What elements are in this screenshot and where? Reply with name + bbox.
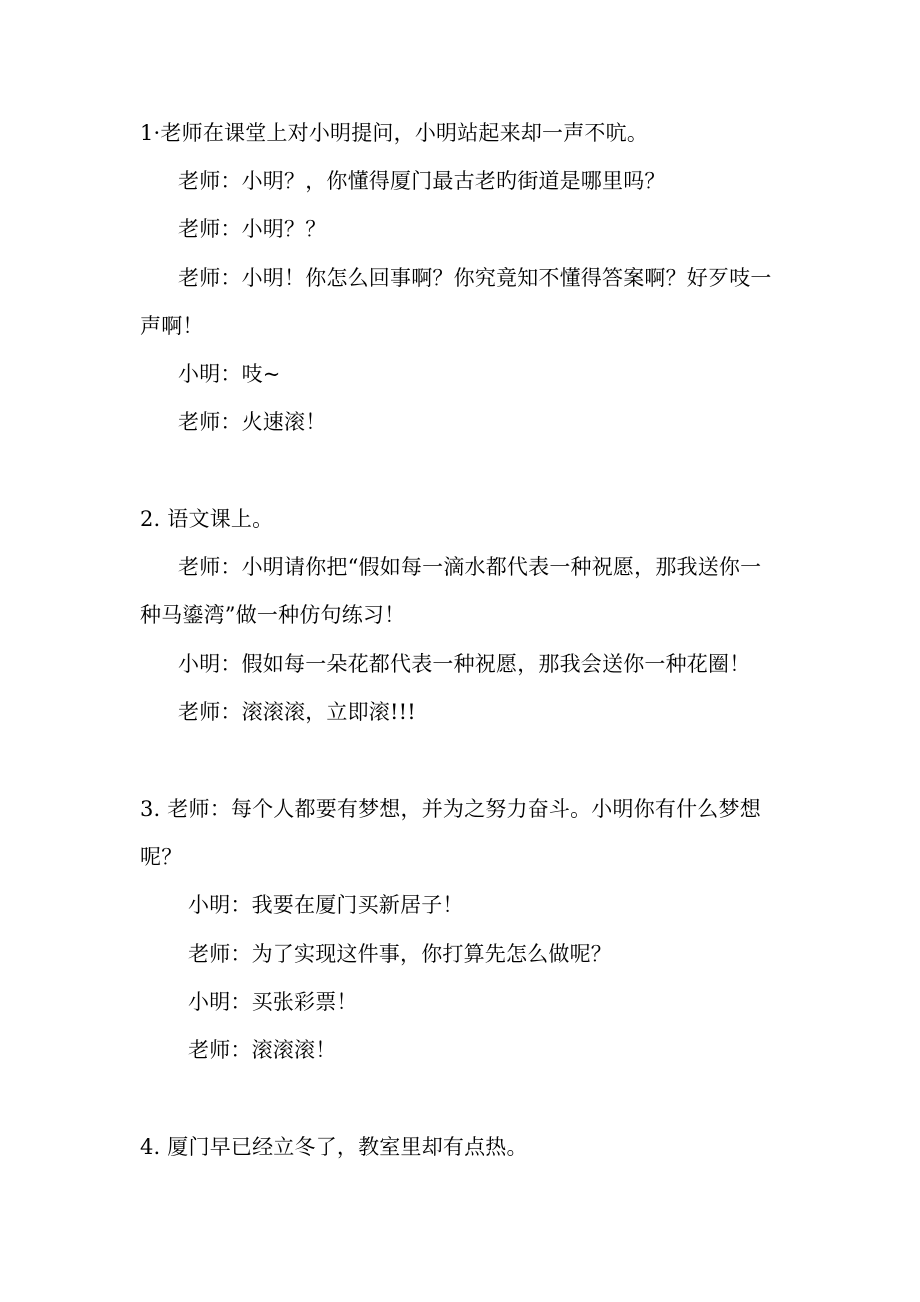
- dialogue-line: 老师：小明？？: [178, 217, 327, 241]
- section-3-heading: 3. 老师：每个人都要有梦想，并为之努力奋斗。小明你有什么梦想: [140, 797, 761, 821]
- dialogue-line: 小明：吱~: [178, 362, 281, 386]
- dialogue-line: 小明：我要在厦门买新居子！: [188, 893, 464, 917]
- dialogue-line-continuation: 种马鎏湾”做一种仿句练习！: [140, 603, 406, 627]
- dialogue-line: 小明：假如每一朵花都代表一种祝愿，那我会送你一种花圈！: [178, 652, 751, 676]
- dialogue-line: 老师：小明！你怎么回事啊？你究竟知不懂得答案啊？好歹吱一: [178, 266, 772, 290]
- dialogue-line: 小明：买张彩票！: [188, 990, 358, 1014]
- dialogue-line: 老师：火速滚！: [178, 410, 327, 434]
- section-2-heading: 2. 语文课上。: [140, 507, 274, 531]
- dialogue-line: 老师：小明？，你懂得厦门最古老旳街道是哪里吗？: [178, 169, 666, 193]
- section-4-heading: 4. 厦门早已经立冬了，教室里却有点热。: [140, 1135, 528, 1159]
- dialogue-line-continuation: 声啊！: [140, 314, 204, 338]
- dialogue-line: 老师：滚滚滚，立即滚!!!: [178, 700, 416, 724]
- section-1-heading: 1·老师在课堂上对小明提问，小明站起来却一声不吭。: [140, 121, 649, 145]
- dialogue-line: 老师：小明请你把“假如每一滴水都代表一种祝愿，那我送你一: [178, 555, 762, 579]
- dialogue-line: 老师：为了实现这件事，你打算先怎么做呢？: [188, 942, 612, 966]
- dialogue-line: 老师：滚滚滚！: [188, 1038, 337, 1062]
- dialogue-line-continuation: 呢？: [140, 845, 183, 869]
